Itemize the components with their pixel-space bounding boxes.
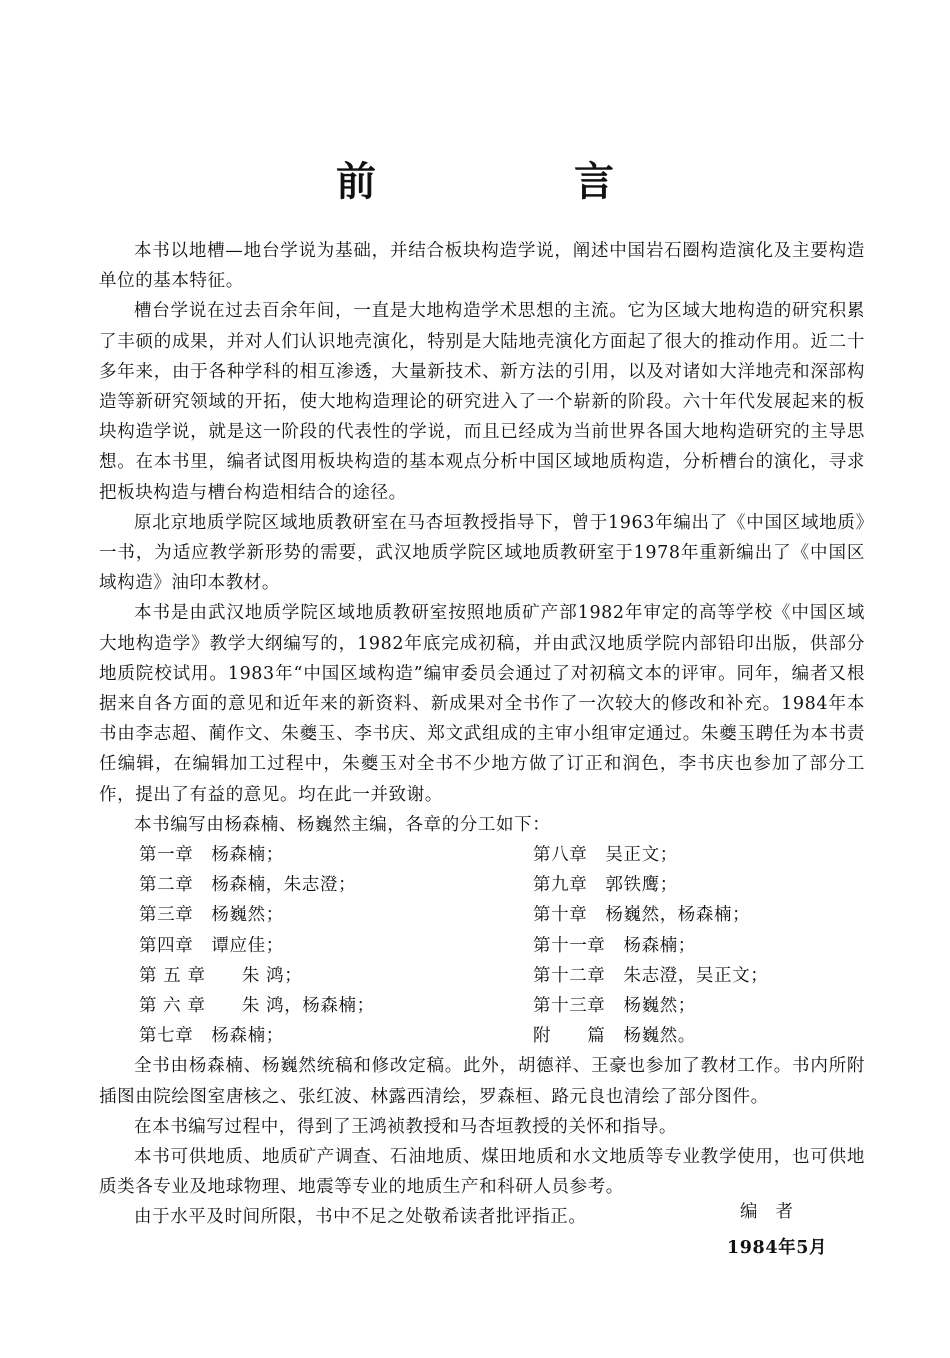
paragraph-acknowledgment-staff: 全书由杨森楠、杨巍然统稿和修改定稿。此外，胡德祥、王豪也参加了教材工作。书内所附插图由院绘图室唐核之、张红波、林露西清绘，罗森桓、路元良也清绘了部分图件。 <box>99 1056 865 1107</box>
document-body <box>99 236 865 1233</box>
paragraph-history: 原北京地质学院区域地质教研室在马杏垣教授指导下，曾于1963年编出了《中国区域地质》一书，为适应教学新形势的需要，武汉地质学院区域地质教研室于1978年重新编出了《中国区域构造》油印本教材。 <box>99 512 865 594</box>
chapter-entry-right: 第十三章 杨巍然； <box>533 996 696 1016</box>
chapter-entry-right: 第九章 郭铁鹰； <box>533 875 678 896</box>
chapter-row <box>99 961 865 991</box>
chapter-entry-left: 第三章 杨巍然； <box>139 905 284 926</box>
signature-author: 编者 <box>740 1202 811 1222</box>
chapter-row <box>99 931 865 961</box>
chapter-entry-left: 第一章 杨森楠； <box>139 845 284 866</box>
chapter-entry-right: 第十章 杨巍然，杨森楠； <box>533 905 751 926</box>
paragraph-intro: 本书以地槽—地台学说为基础，并结合板块构造学说，阐述中国岩石圈构造演化及主要构造单位的基本特征。 <box>99 241 865 292</box>
page-title: 前 言 <box>336 158 706 205</box>
chapter-entry-right: 第十二章 朱志澄，吴正文； <box>533 965 769 986</box>
chapter-entry-left: 第二章 杨森楠，朱志澄； <box>139 875 357 896</box>
chapter-row <box>99 991 865 1021</box>
chapter-row <box>99 1021 865 1051</box>
chapter-entry-right: 第十一章 杨森楠； <box>533 935 696 956</box>
chapter-entry-right: 附 篇 杨巍然。 <box>533 1026 696 1047</box>
paragraph-disclaimer: 由于水平及时间所限，书中不足之处敬希读者批评指正。 <box>134 1207 587 1228</box>
paragraph-acknowledgment-advisors: 在本书编写过程中，得到了王鸿祯教授和马杏垣教授的关怀和指导。 <box>134 1116 677 1137</box>
chapter-entry-right: 第八章 吴正文； <box>533 845 678 866</box>
signature-date: 1984年5月 <box>727 1238 828 1258</box>
paragraph-audience: 本书可供地质、地质矿产调查、石油地质、煤田地质和水文地质等专业教学使用，也可供地质类各专业及地球物理、地震等专业的地质生产和科研人员参考。 <box>99 1146 865 1198</box>
chapter-entry-left: 第四章 谭应佳； <box>139 935 284 956</box>
chapter-entry-left: 第七章 杨森楠； <box>139 1026 284 1047</box>
chapter-entry-left: 第 六 章 朱 鸿，杨森楠； <box>139 996 375 1016</box>
chapter-row <box>99 840 865 870</box>
paragraph-geosyncline-theory: 槽台学说在过去百余年间，一直是大地构造学术思想的主流。它为区域大地构造的研究积累了丰硕的成果，并对人们认识地壳演化，特别是大陆地壳演化方面起了很大的推动作用。近二十多年来，由于各种学科的相互渗透，大量新技术、新方法的引用，以及对诸如大洋地壳和深部构造等新研究领域的开拓，使大地构造理论的研究进入了一个崭新的阶段。六十年代发展起来的板块构造学说，就是这一阶段的代表性的学说，而且已经成为当前世界各国大地构造研究的主导思想。在本书里，编者试图用板块构造的基本观点分析中国区域地质构造，分析槽台的演化，寻求把板块构造与槽台构造相结合的途径。 <box>99 301 865 503</box>
chapter-row <box>99 900 865 930</box>
chapter-row <box>99 870 865 900</box>
chapter-assignment-list <box>99 840 865 1051</box>
chapter-entry-left: 第 五 章 朱 鸿； <box>139 965 303 986</box>
paragraph-editors: 本书编写由杨森楠、杨巍然主编，各章的分工如下： <box>134 814 551 835</box>
paragraph-compilation: 本书是由武汉地质学院区域地质教研室按照地质矿产部1982年审定的高等学校《中国区域大地构造学》教学大纲编写的，1982年底完成初稿，并由武汉地质学院内部铅印出版，供部分地质院校试用。1983年“中国区域构造”编审委员会通过了对初稿文本的评审。同年，编者又根据来自各方面的意见和近年来的新资料、新成果对全书作了一次较大的修改和补充。1984年本书由李志超、蔺作文、朱夔玉、李书庆、郑文武组成的主审小组审定通过。朱夔玉聘任为本书责任编辑，在编辑加工过程中，朱夔玉对全书不少地方做了订正和润色，李书庆也参加了部分工作，提出了有益的意见。均在此一并致谢。 <box>99 603 865 805</box>
